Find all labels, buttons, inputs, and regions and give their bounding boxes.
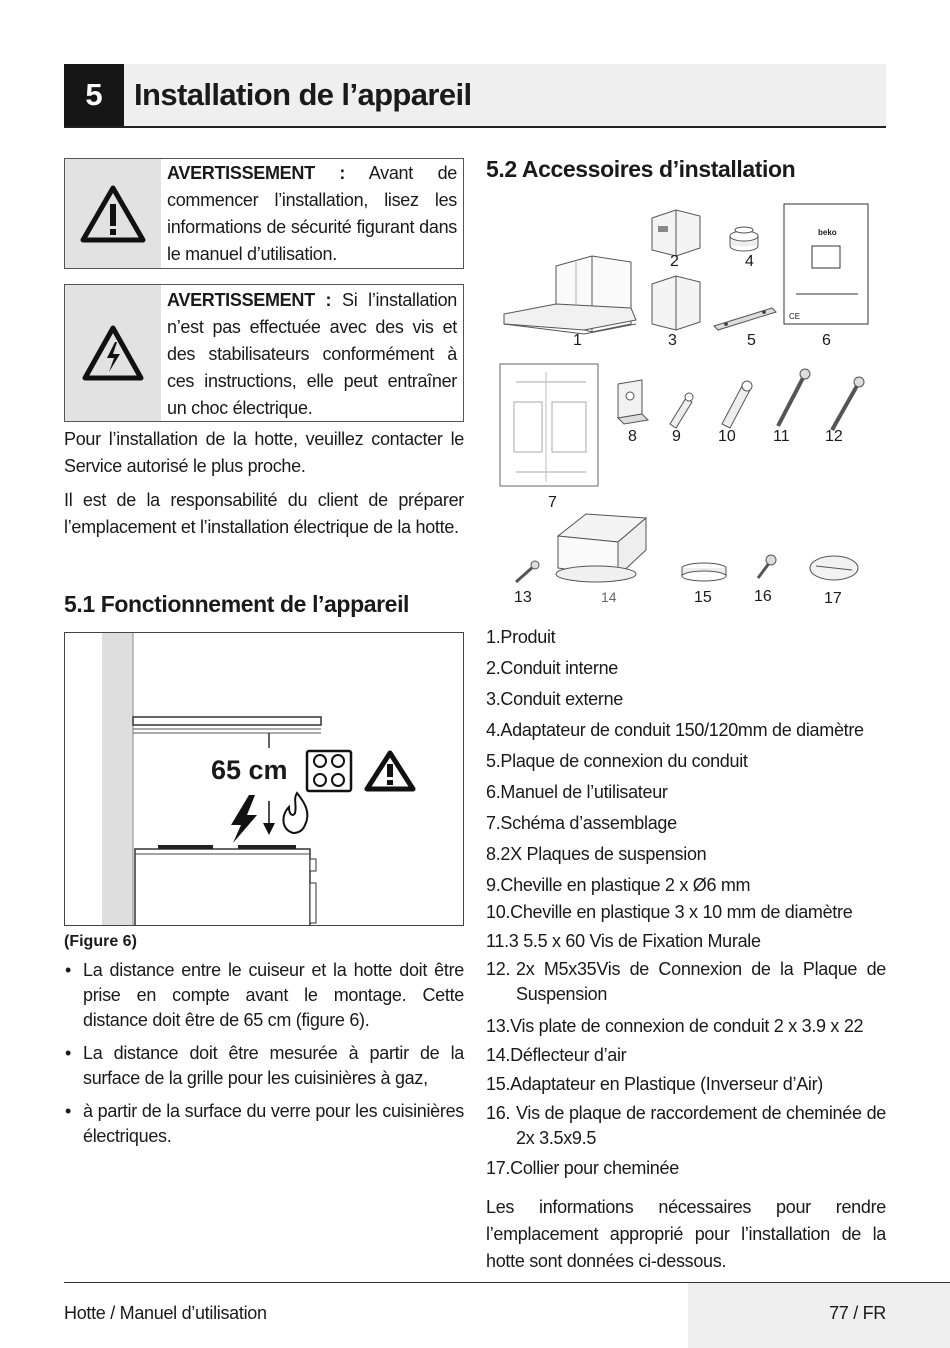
list-item: 1.Produit [486,627,556,647]
list-item: 9.Cheville en plastique 2 x Ø6 mm [486,875,751,895]
flame-icon [283,793,307,833]
figure-label: 10 [718,428,736,445]
chimney-collar-drawing [810,556,858,580]
figure-label: 9 [672,428,681,445]
figure-label: 8 [628,428,637,445]
list-item: 16. Vis de plaque de raccordement de cheminée de 2x 3.5x9.5 [486,1103,886,1148]
list-item: 8.2X Plaques de suspension [486,844,707,864]
plastic-plug-drawing [670,393,693,428]
list-item: • à partir de la surface du verre pour les cuisinières électriques. [64,1099,464,1149]
list-item: 17.Collier pour cheminée [486,1158,679,1178]
list-item: 5.Plaque de connexion du conduit [486,751,748,771]
duct-adapter-drawing [730,227,758,251]
closing-paragraph: Les informations nécessaires pour rendre l’emplacement approprié pour l’installation de la hotte sont données ci-dessous. [486,1197,886,1271]
heading-5-2: 5.2 Accessoires d’installation [486,156,796,182]
distance-label: 65 cm [211,755,288,785]
list-item: 7.Schéma d’assemblage [486,813,677,833]
warning-box-1 [64,158,464,269]
figure-label: 3 [668,332,677,349]
connection-plate-drawing [714,308,776,330]
warning-text: Avant de commencer l’installation, lisez les informations de sécurité figurant dans le manuel d’utilisation. [167,163,457,264]
list-item: 13.Vis plate de connexion de conduit 2 x 3.9 x 22 [486,1016,864,1036]
figure-label: 7 [548,494,557,511]
accessories-list [486,624,886,1185]
suspension-plate-drawing [618,380,648,424]
warning-label: AVERTISSEMENT : [167,290,332,310]
page-number: 77 / FR [829,1303,886,1323]
small-screw-drawing [758,555,776,578]
figure-label: 14 [601,589,617,605]
wall-screw-drawing [778,369,810,426]
electric-shock-warning-icon [65,285,161,421]
manual-brand-logo: beko [818,228,837,237]
figure-label: 17 [824,590,842,607]
list-item: 15.Adaptateur en Plastique (Inverseur d’Air) [486,1074,823,1094]
connection-screw-drawing [832,377,864,430]
section-header [64,64,886,128]
figure-6-illustration [64,632,464,926]
warning-triangle-icon [367,753,413,789]
section-title: Installation de l’appareil [134,77,472,112]
list-item: • La distance entre le cuiseur et la hotte doit être prise en compte avant le montage. Cette distance doit être de 65 cm (figure 6). [64,958,464,1033]
list-item: 12. 2x M5x35Vis de Connexion de la Plaque de Suspension [486,959,886,1004]
figure-label: 6 [822,332,831,349]
warning-label: AVERTISSEMENT : [167,163,346,183]
figure-label: 15 [694,589,712,606]
list-item: • La distance doit être mesurée à partir de la surface de la grille pour les cuisinières à gaz, [64,1041,464,1091]
plastic-adapter-drawing [682,563,726,581]
footer-document-title: Hotte / Manuel d’utilisation [64,1303,267,1323]
installation-bullet-list [64,958,464,1157]
warning-triangle-icon [65,159,161,268]
list-item: 14.Déflecteur d’air [486,1045,627,1065]
manual-ce-mark: CE [789,312,801,321]
figure-label: 2 [670,253,679,270]
heading-5-1: 5.1 Fonctionnement de l’appareil [64,591,410,617]
figure-label: 11 [773,428,790,445]
figure-label: 16 [754,588,772,605]
plastic-plug-large-drawing [722,381,752,428]
footer-page-box [688,1283,950,1348]
warning-box-2 [64,284,464,422]
list-item: 4.Adaptateur de conduit 150/120mm de diamètre [486,720,864,740]
outer-duct-drawing [652,276,700,330]
air-deflector-drawing [556,514,646,582]
intro-paragraph-2: Il est de la responsabilité du client de préparer l’emplacement et l’installation électrique de la hotte. [64,490,464,537]
figure-label: 13 [514,589,532,606]
figure-label: 4 [745,253,754,270]
product-hood-drawing [504,256,636,334]
accessories-figure [486,196,886,616]
inner-duct-drawing [652,210,700,256]
assembly-diagram-drawing [500,364,598,486]
lightning-icon [231,795,257,843]
figure-caption: (Figure 6) [64,933,137,950]
list-item: 6.Manuel de l’utilisateur [486,782,668,802]
section-number: 5 [64,64,124,126]
list-item: 10.Cheville en plastique 3 x 10 mm de diamètre [486,902,853,922]
flat-screw-drawing [516,561,539,582]
intro-paragraph-1: Pour l’installation de la hotte, veuillez contacter le Service autorisé le plus proche. [64,429,464,476]
figure-label: 5 [747,332,756,349]
warning-text: Si l’installation n’est pas effectuée avec des vis et des stabilisateurs conformément à ces instructions, elle peut entraîner un choc électrique. [167,290,457,418]
hob-icon [307,751,351,791]
figure-label: 12 [825,428,843,445]
list-item: 3.Conduit externe [486,689,624,709]
list-item: 11.3 5.5 x 60 Vis de Fixation Murale [486,931,761,951]
list-item: 2.Conduit interne [486,658,619,678]
user-manual-drawing [784,204,868,324]
figure-label: 1 [573,332,582,349]
